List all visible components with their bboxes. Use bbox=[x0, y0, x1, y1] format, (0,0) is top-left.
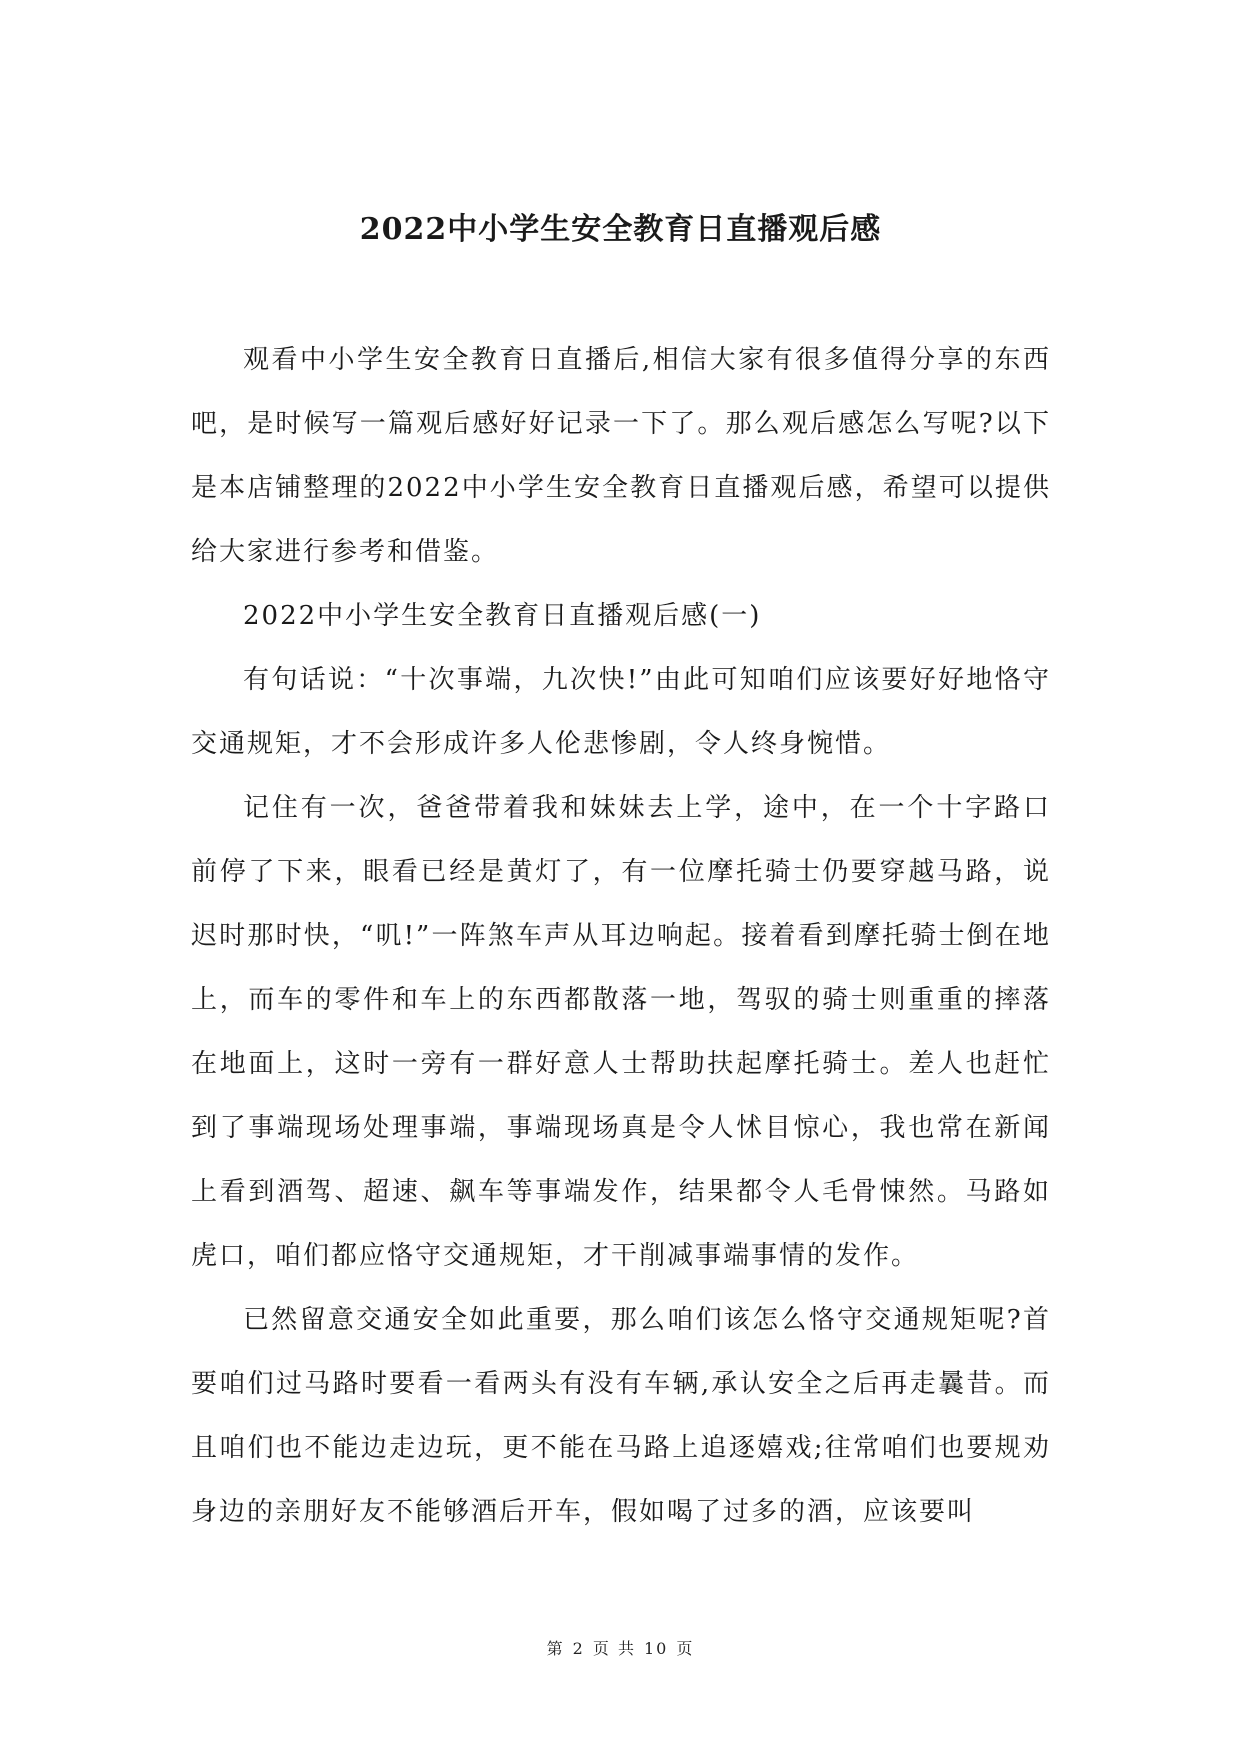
footer-current-page: 2 bbox=[572, 1639, 585, 1658]
footer-suffix: 页 bbox=[676, 1639, 695, 1658]
body-paragraph: 记住有一次，爸爸带着我和妹妹去上学，途中，在一个十字路口前停了下来，眼看已经是黄灯了，有一位摩托骑士仍要穿越马路，说迟时那时快，“叽!”一阵煞车声从耳边响起。接着看到摩托骑士倒在地上，而车的零件和车上的东西都散落一地，驾驭的骑士则重重的摔落在地面上，这时一旁有一群好意人士帮助扶起摩托骑士。差人也赶忙到了事端现场处理事端，事端现场真是令人怵目惊心，我也常在新闻上看到酒驾、超速、飙车等事端发作，结果都令人毛骨悚然。马路如虎口，咱们都应恪守交通规矩，才干削减事端事情的发作。 bbox=[191, 793, 1051, 1271]
footer-total-pages: 10 bbox=[643, 1639, 669, 1658]
intro-paragraph: 观看中小学生安全教育日直播后,相信大家有很多值得分享的东西吧，是时候写一篇观后感好好记录一下了。那么观后感怎么写呢?以下是本店铺整理的2022中小学生安全教育日直播观后感，希望可以提供给大家进行参考和借鉴。 bbox=[191, 345, 1051, 567]
document-title: 2022中小学生安全教育日直播观后感 bbox=[359, 212, 882, 247]
footer-prefix: 第 bbox=[546, 1639, 565, 1658]
page-footer bbox=[0, 1636, 1241, 1659]
section-heading: 2022中小学生安全教育日直播观后感(一) bbox=[243, 601, 762, 631]
document-body bbox=[191, 328, 1051, 1544]
body-paragraph: 已然留意交通安全如此重要，那么咱们该怎么恪守交通规矩呢?首要咱们过马路时要看一看两头有没有车辆,承认安全之后再走曩昔。而且咱们也不能边走边玩，更不能在马路上追逐嬉戏;往常咱们也要规劝身边的亲朋好友不能够酒后开车，假如喝了过多的酒，应该要叫 bbox=[191, 1305, 1051, 1527]
footer-middle: 页 共 bbox=[592, 1639, 636, 1658]
body-paragraph: 有句话说：“十次事端，九次快!”由此可知咱们应该要好好地恪守交通规矩，才不会形成许多人伦悲惨剧，令人终身惋惜。 bbox=[191, 665, 1051, 759]
